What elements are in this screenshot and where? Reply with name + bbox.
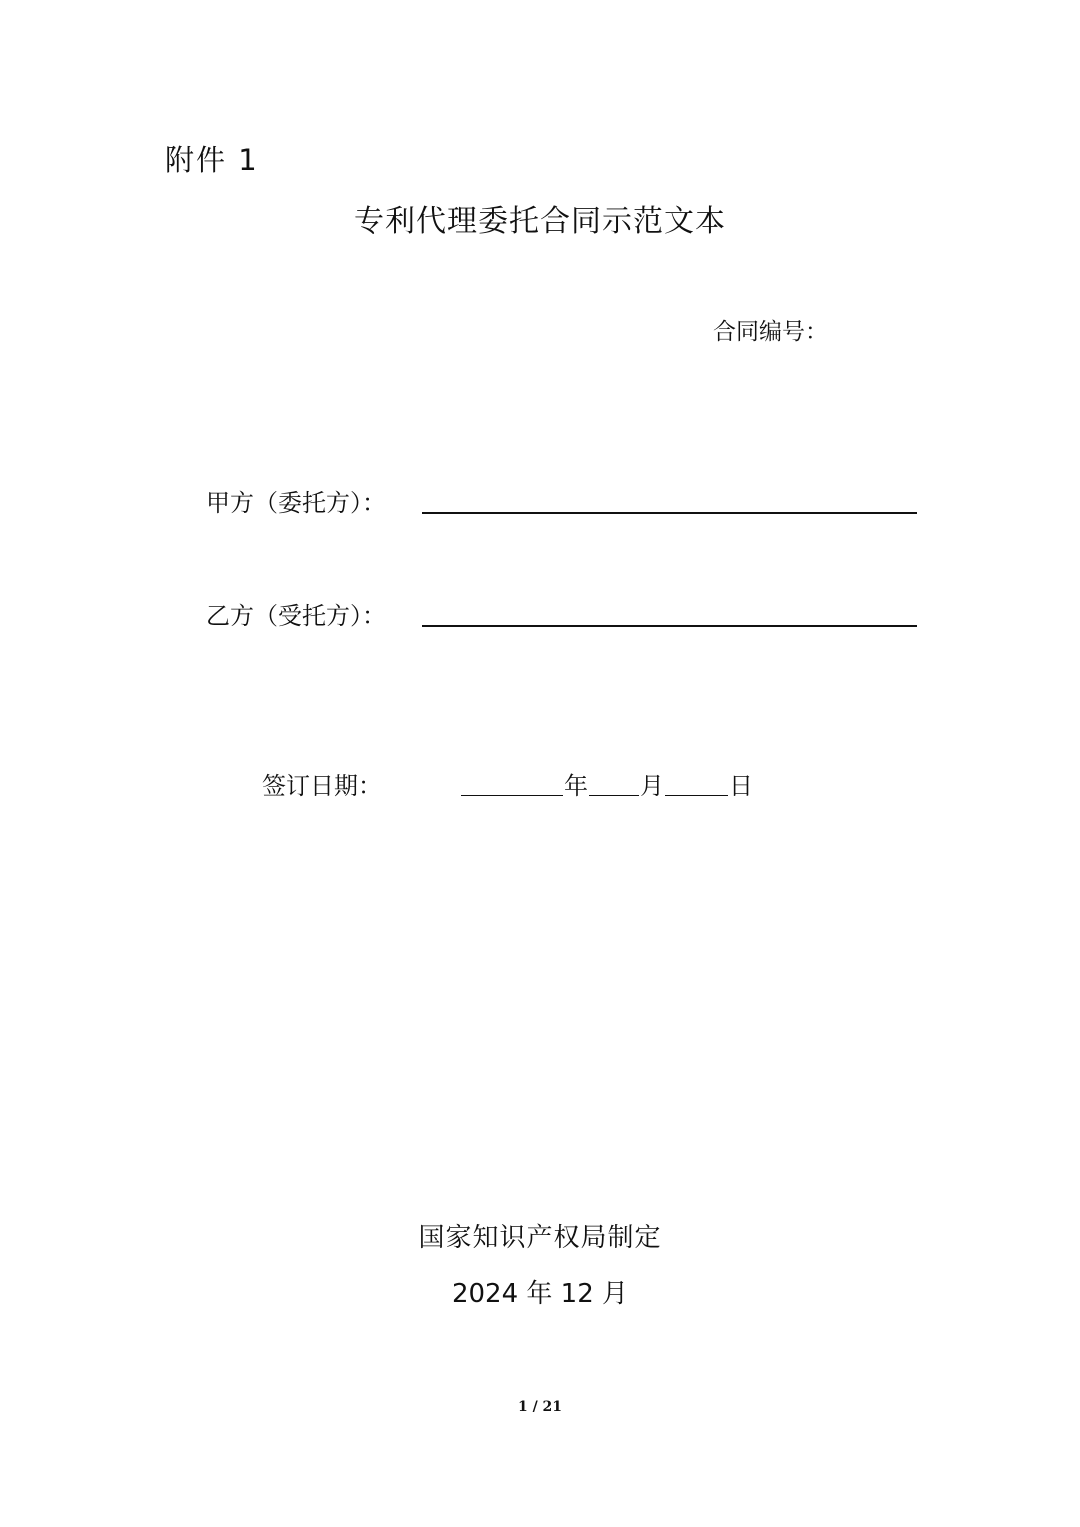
signing-day-blank <box>665 795 728 796</box>
document-title: 专利代理委托合同示范文本 <box>354 204 726 239</box>
attachment-label: 附件 1 <box>165 143 259 177</box>
party-a-label: 甲方（委托方）： <box>206 489 386 517</box>
page-number: 1 / 21 <box>517 1399 563 1415</box>
party-a-fill-line <box>422 512 917 514</box>
signing-year-blank <box>461 795 563 796</box>
signing-date-label: 签订日期： <box>262 772 382 800</box>
contract-number-label: 合同编号： <box>713 319 828 345</box>
issuer-text: 国家知识产权局制定 <box>418 1223 662 1253</box>
party-b-fill-line <box>422 625 917 627</box>
signing-day-unit: 日 <box>729 772 753 800</box>
signing-month-blank <box>589 795 639 796</box>
issue-date: 2024 年 12 月 <box>451 1279 629 1309</box>
signing-year-unit: 年 <box>564 772 588 800</box>
party-b-label: 乙方（受托方）： <box>206 602 386 630</box>
signing-month-unit: 月 <box>640 772 664 800</box>
